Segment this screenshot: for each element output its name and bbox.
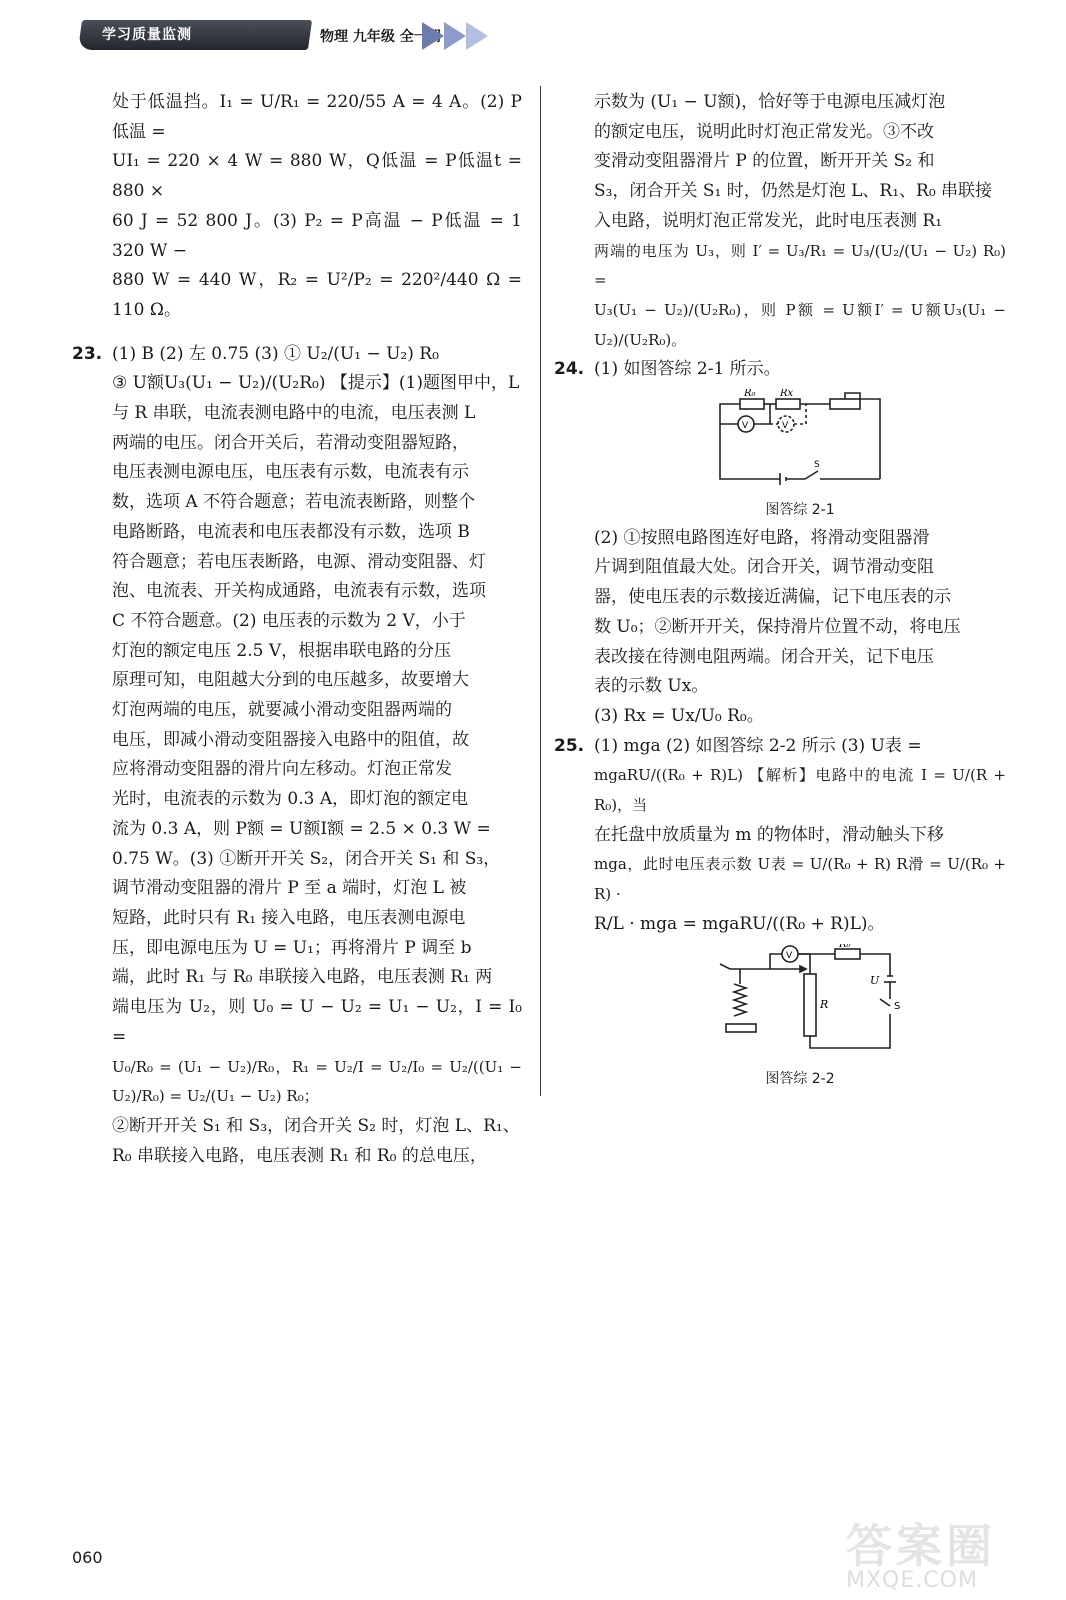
text-line: 60 J = 52 800 J。(3) P₂ = P高温 − P低温 = 1 320 W − — [112, 210, 522, 261]
header-subtitle: 物理 九年级 全一册 — [320, 29, 442, 45]
text-line: (3) Rx = Ux/U₀ R₀。 — [594, 705, 764, 726]
text-line: (2) ①按照电路图连好电路，将滑动变阻器滑 — [594, 527, 930, 548]
watermark-logo — [846, 1510, 1026, 1593]
text-line: 表的示数 Ux。 — [594, 676, 709, 697]
text-line: 符合题意；若电压表断路，电源、滑动变阻器、灯 — [112, 551, 486, 572]
left-column — [72, 88, 522, 1171]
text-line: 在托盘中放质量为 m 的物体时，滑动触头下移 — [594, 824, 944, 845]
q24-line: 24. (1) 如图答综 2-1 所示。 — [594, 355, 1006, 385]
text-line: 变滑动变阻器滑片 P 的位置，断开开关 S₂ 和 — [594, 151, 935, 172]
text-line: mga，此时电压表示数 U表 = U/(R₀ + R) R滑 = U/(R₀ + R) · — [594, 855, 1006, 904]
text-line: 短路，此时只有 R₁ 接入电路，电压表测电源电 — [112, 907, 466, 928]
watermark-text: 答案圈 — [846, 1519, 996, 1573]
text-line: U₀/R₀ = (U₁ − U₂)/R₀，R₁ = U₂/I = U₂/I₀ = U₂/((U₁ − U₂)/R₀) = U₂/(U₁ − U₂) R₀； — [112, 1057, 522, 1106]
text-line: 电路断路，电流表和电压表都没有示数，选项 B — [112, 521, 470, 542]
label-s: S — [814, 460, 820, 471]
label-v: V — [782, 421, 789, 432]
label-r0: R₀ — [839, 943, 851, 950]
text-line: C 不符合题意。(2) 电压表的示数为 2 V，小于 — [112, 610, 466, 631]
text-line: 电压表测电源电压，电压表有示数，电流表有示 — [112, 462, 469, 483]
text-line: R/L · mga = mgaRU/((R₀ + R)L)。 — [594, 913, 885, 934]
text-line: 数 U₀；②断开开关，保持滑片位置不动，将电压 — [594, 616, 961, 637]
text-line: UI₁ = 220 × 4 W = 880 W，Q低温 = P低温t = 880 × — [112, 151, 522, 202]
text-line: 端电压为 U₂，则 U₀ = U − U₂ = U₁ − U₂，I = I₀ = — [112, 997, 522, 1047]
text-line: U₃(U₁ − U₂)/(U₂R₀)，则 P额 = U额I′ = U额U₃(U₁ − U₂)/(U₂R₀)。 — [594, 300, 1006, 349]
q23-answer-line: 23. (1) B (2) 左 0.75 (3) ① U₂/(U₁ − U₂) R₀ — [112, 340, 522, 370]
text-line: 应将滑动变阻器的滑片向左移动。灯泡正常发 — [112, 759, 452, 780]
question-number-25: 25. — [554, 735, 585, 756]
text-line: mgaRU/((R₀ + R)L) 【解析】电路中的电流 I = U/(R + R₀)，当 — [594, 766, 1006, 815]
circuit-diagram-2-2 — [594, 944, 1006, 1090]
text-line: ②断开开关 S₁ 和 S₃，闭合开关 S₂ 时，灯泡 L、R₁、 — [112, 1115, 520, 1136]
text-line: 数，选项 A 不符合题意；若电流表断路，则整个 — [112, 492, 476, 513]
text-line: 流为 0.3 A，则 P额 = U额I额 = 2.5 × 0.3 W = — [112, 818, 491, 839]
label-v: V — [742, 421, 749, 432]
q25-line: 25. (1) mga (2) 如图答综 2-2 所示 (3) U表 = — [594, 732, 1006, 762]
label-rx: Rx — [780, 389, 794, 400]
text-line: 表改接在待测电阻两端。闭合开关，记下电压 — [594, 646, 934, 667]
text-line: 器，使电压表的示数接近满偏，记下电压表的示 — [594, 587, 951, 608]
figure-caption: 图答综 2-1 — [765, 501, 835, 518]
figure-caption: 图答综 2-2 — [765, 1071, 835, 1088]
chevron-icon — [466, 22, 488, 50]
text-line: 示数为 (U₁ − U额)，恰好等于电源电压减灯泡 — [594, 92, 946, 112]
label-v: V — [786, 950, 793, 961]
text-line: 调节滑动变阻器的滑片 P 至 a 端时，灯泡 L 被 — [112, 878, 467, 899]
text-line: 的额定电压，说明此时灯泡正常发光。③不改 — [594, 121, 934, 142]
text-line: 泡、电流表、开关构成通路，电流表有示数，选项 — [112, 581, 486, 602]
text-line: R₀ 串联接入电路，电压表测 R₁ 和 R₀ 的总电压， — [112, 1145, 487, 1166]
text-line: 压，即电源电压为 U = U₁；再将滑片 P 调至 b — [112, 937, 472, 958]
header-tag-text: 学习质量监测 — [102, 27, 192, 43]
text-line: 原理可知，电阻越大分到的电压越多，故要增大 — [112, 670, 469, 691]
spacer — [112, 326, 522, 340]
label-r: R — [820, 997, 829, 1011]
text-line: 片调到阻值最大处。闭合开关，调节滑动变阻 — [594, 557, 934, 578]
right-column — [554, 88, 1006, 1093]
watermark-url: MXQE.COM — [846, 1568, 978, 1593]
text-line: 两端的电压为 U₃，则 I′ = U₃/R₁ = U₃/(U₂/(U₁ − U₂) R₀) = — [594, 241, 1006, 290]
label-s: S — [894, 1000, 900, 1012]
label-u: U — [870, 973, 880, 987]
question-number-24: 24. — [554, 359, 585, 380]
label-r0: R₀ — [744, 389, 756, 400]
text-line: 光时，电流表的示数为 0.3 A，即灯泡的额定电 — [112, 789, 469, 810]
page-header — [72, 14, 502, 58]
chevron-icon — [422, 22, 444, 50]
text-line: 880 W = 440 W，R₂ = U²/P₂ = 220²/440 Ω = 110 Ω。 — [112, 270, 522, 320]
question-number-23: 23. — [72, 343, 103, 364]
circuit-diagram-2-1 — [594, 389, 1006, 520]
text-line: 端，此时 R₁ 与 R₀ 串联接入电路，电压表测 R₁ 两 — [112, 967, 493, 988]
text-line: 与 R 串联，电流表测电路中的电流，电压表测 L — [112, 403, 476, 424]
text-line: 入电路，说明灯泡正常发光，此时电压表测 R₁ — [594, 210, 943, 231]
text-line: S₃，闭合开关 S₁ 时，仍然是灯泡 L、R₁、R₀ 串联接 — [594, 181, 993, 202]
text-line: 处于低温挡。I₁ = U/R₁ = 220/55 A = 4 A。(2) P低温 = — [112, 92, 522, 142]
text-line: 灯泡两端的电压，就要减小滑动变阻器两端的 — [112, 700, 452, 721]
column-divider — [540, 86, 541, 1096]
chevron-icon — [444, 22, 466, 50]
text-line: 灯泡的额定电压 2.5 V，根据串联电路的分压 — [112, 640, 452, 661]
text-line: ③ U额U₃(U₁ − U₂)/(U₂R₀) 【提示】(1)题图甲中，L — [112, 373, 520, 394]
page-number: 060 — [72, 1548, 103, 1567]
text-line: 两端的电压。闭合开关后，若滑动变阻器短路， — [112, 432, 469, 453]
text-line: 电压，即减小滑动变阻器接入电路中的阻值，故 — [112, 729, 469, 750]
text-line: 0.75 W。(3) ①断开开关 S₂，闭合开关 S₁ 和 S₃， — [112, 848, 501, 869]
